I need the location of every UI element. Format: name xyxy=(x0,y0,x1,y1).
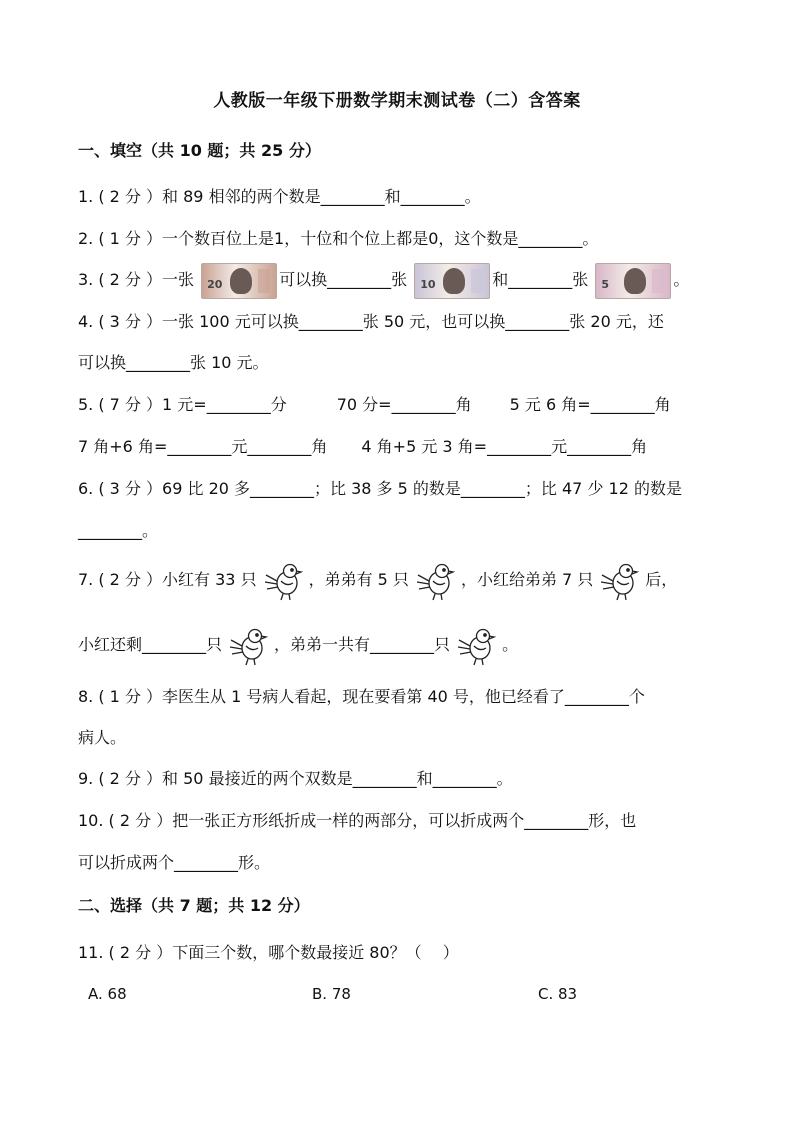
q11-text: 11. ( 2 分 ）下面三个数，哪个数最接近 80？（ ） xyxy=(78,943,459,962)
banknote-10-yuan-icon xyxy=(414,263,490,299)
q5-text: 7 角+6 角= xyxy=(78,437,168,456)
bird-icon xyxy=(413,559,457,603)
q10-text: 10. ( 2 分 ）把一张正方形纸折成一样的两部分，可以折成两个 xyxy=(78,811,525,830)
question-4-continued xyxy=(78,352,269,374)
question-6-continued xyxy=(78,520,158,542)
q4-text: 4. ( 3 分 ）一张 100 元可以换 xyxy=(78,312,299,331)
q5-text: 元 xyxy=(231,437,248,456)
answer-blank[interactable]: ________ xyxy=(564,687,629,706)
q1-text: 和 xyxy=(384,187,401,206)
bird-icon xyxy=(454,624,498,668)
bird-icon xyxy=(261,559,305,603)
q7-text: 7. ( 2 分 ）小红有 33 只 xyxy=(78,570,257,589)
page-title: 人教版一年级下册数学期末测试卷（二）含答案 xyxy=(213,91,581,111)
answer-blank[interactable]: ________ xyxy=(590,395,655,414)
q3-text: 3. ( 2 分 ）一张 xyxy=(78,270,195,289)
q5-text: 70 分= xyxy=(336,395,392,414)
note-stripe xyxy=(471,269,483,293)
answer-blank[interactable]: ________ xyxy=(400,187,465,206)
q3-text: 可以换 xyxy=(279,270,328,289)
banknote-20-yuan-icon xyxy=(201,263,277,299)
answer-blank[interactable]: ________ xyxy=(524,811,589,830)
answer-blank[interactable]: ________ xyxy=(250,479,315,498)
section-fill-in-heading: 一、填空（共 10 题；共 25 分） xyxy=(78,141,321,160)
note-stripe xyxy=(258,269,270,293)
question-10-continued xyxy=(78,852,270,874)
answer-blank[interactable]: ________ xyxy=(167,437,232,456)
question-3 xyxy=(78,262,689,299)
q5-text: 5. ( 7 分 ）1 元= xyxy=(78,395,207,414)
q6-text: 。 xyxy=(142,521,159,540)
q9-text: 9. ( 2 分 ）和 50 最接近的两个双数是 xyxy=(78,769,353,788)
answer-blank[interactable]: ________ xyxy=(298,312,363,331)
note-denomination: 5 xyxy=(601,277,610,291)
q1-text: 。 xyxy=(464,187,481,206)
q8-text: 个 xyxy=(628,687,645,706)
answer-blank[interactable]: ________ xyxy=(567,437,632,456)
question-11 xyxy=(78,942,459,964)
answer-blank[interactable]: ________ xyxy=(505,312,570,331)
q7-text: 只 xyxy=(206,635,223,654)
q7-text: 只 xyxy=(434,635,451,654)
q6-text: 6. ( 3 分 ）69 比 20 多 xyxy=(78,479,251,498)
question-1 xyxy=(78,186,481,208)
q7-text: 后， xyxy=(645,570,678,589)
q2-text: 2. ( 1 分 ）一个数百位上是1，十位和个位上都是0，这个数是 xyxy=(78,229,519,248)
answer-blank[interactable]: ________ xyxy=(206,395,271,414)
q3-text: 和 xyxy=(492,270,509,289)
q7-text: ，弟弟有 5 只 xyxy=(308,570,409,589)
option-b[interactable]: B. 78 xyxy=(312,985,351,1003)
q5-text: 角 xyxy=(631,437,648,456)
banknote-5-yuan-icon xyxy=(595,263,671,299)
answer-blank[interactable]: ________ xyxy=(126,353,191,372)
question-5 xyxy=(78,394,671,416)
answer-blank[interactable]: ________ xyxy=(320,187,385,206)
answer-blank[interactable]: ________ xyxy=(370,635,435,654)
q5-text: 4 角+5 元 3 角= xyxy=(361,437,488,456)
answer-blank[interactable]: ________ xyxy=(391,395,456,414)
answer-blank[interactable]: ________ xyxy=(142,635,207,654)
q3-text: 。 xyxy=(673,270,690,289)
q6-text: ；比 38 多 5 的数是 xyxy=(314,479,461,498)
option-c[interactable]: C. 83 xyxy=(538,985,578,1003)
q7-text: 小红还剩 xyxy=(78,635,143,654)
q5-text: 5 元 6 角= xyxy=(509,395,591,414)
answer-blank[interactable]: ________ xyxy=(174,853,239,872)
q5-text: 元 xyxy=(551,437,568,456)
question-8-continued xyxy=(78,727,126,749)
question-7-continued xyxy=(78,622,518,668)
portrait-icon xyxy=(624,268,646,294)
question-4 xyxy=(78,311,664,333)
q8-text: 8. ( 1 分 ）李医生从 1 号病人看起，现在要看第 40 号，他已经看了 xyxy=(78,687,565,706)
q1-text: 1. ( 2 分 ）和 89 相邻的两个数是 xyxy=(78,187,321,206)
q5-text: 分 xyxy=(270,395,287,414)
question-10 xyxy=(78,810,636,832)
q8-text: 病人。 xyxy=(78,728,127,747)
q5-text: 角 xyxy=(654,395,671,414)
answer-blank[interactable]: ________ xyxy=(508,270,573,289)
question-6 xyxy=(78,478,682,500)
question-2 xyxy=(78,228,598,250)
q6-text: ；比 47 少 12 的数是 xyxy=(524,479,682,498)
q9-text: 和 xyxy=(416,769,433,788)
q10-text: 可以折成两个 xyxy=(78,853,175,872)
q4-text: 张 10 元。 xyxy=(190,353,269,372)
q5-text: 角 xyxy=(311,437,328,456)
question-5-continued xyxy=(78,436,647,458)
q7-text: 。 xyxy=(502,635,519,654)
answer-blank[interactable]: ________ xyxy=(352,769,417,788)
q3-text: 张 xyxy=(572,270,589,289)
answer-blank[interactable]: ________ xyxy=(247,437,312,456)
q4-text: 张 20 元，还 xyxy=(569,312,664,331)
question-7 xyxy=(78,557,677,603)
note-denomination: 20 xyxy=(207,277,223,291)
bird-icon xyxy=(597,559,641,603)
q7-text: ，弟弟一共有 xyxy=(274,635,371,654)
note-denomination: 10 xyxy=(420,277,436,291)
q3-text: 张 xyxy=(391,270,408,289)
q10-text: 形，也 xyxy=(588,811,637,830)
section-choice-heading: 二、选择（共 7 题；共 12 分） xyxy=(78,896,310,915)
answer-blank[interactable]: ________ xyxy=(327,270,392,289)
answer-blank[interactable]: ________ xyxy=(487,437,552,456)
answer-blank[interactable]: ________ xyxy=(432,769,497,788)
q7-text: ，小红给弟弟 7 只 xyxy=(460,570,594,589)
q4-text: 可以换 xyxy=(78,353,127,372)
bird-icon xyxy=(226,624,270,668)
portrait-icon xyxy=(443,268,465,294)
note-stripe xyxy=(652,269,664,293)
answer-blank[interactable]: ________ xyxy=(460,479,525,498)
question-9 xyxy=(78,768,513,790)
q10-text: 形。 xyxy=(238,853,271,872)
answer-blank[interactable]: ________ xyxy=(518,229,583,248)
q4-text: 张 50 元，也可以换 xyxy=(362,312,506,331)
portrait-icon xyxy=(230,268,252,294)
question-8 xyxy=(78,686,645,708)
option-a[interactable]: A. 68 xyxy=(88,985,127,1003)
q9-text: 。 xyxy=(496,769,513,788)
q2-text: 。 xyxy=(582,229,599,248)
answer-blank[interactable]: ________ xyxy=(78,521,142,540)
q5-text: 角 xyxy=(455,395,472,414)
